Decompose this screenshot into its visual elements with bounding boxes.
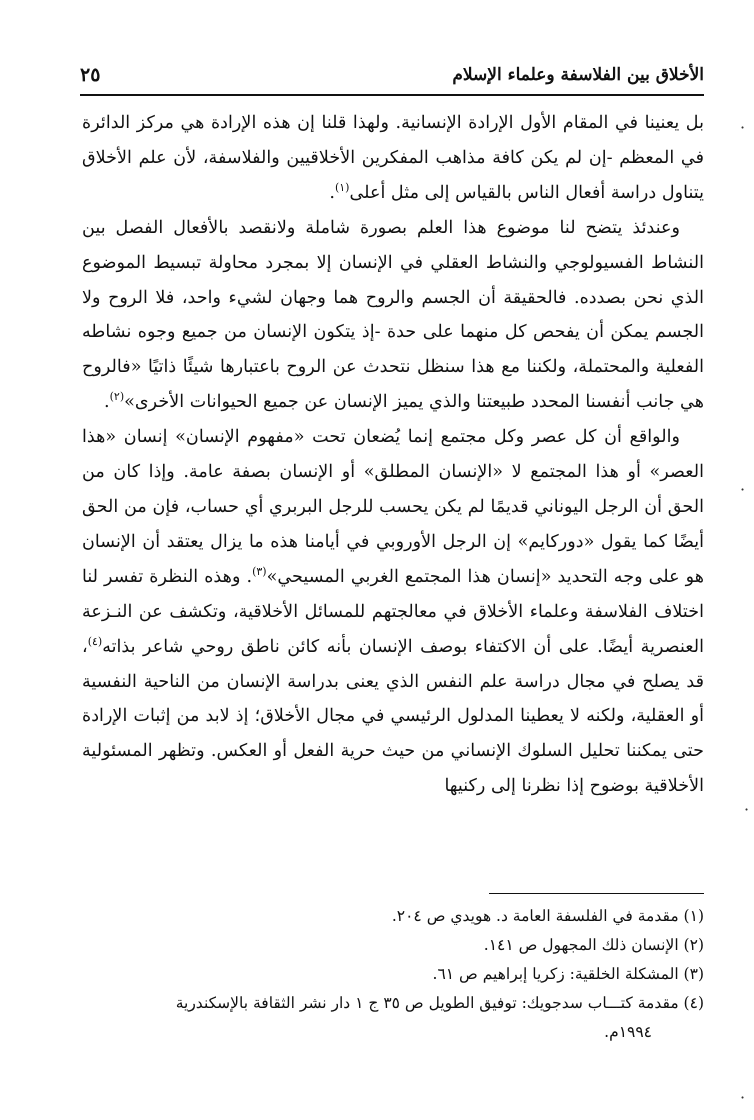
footnotes xyxy=(82,902,704,1047)
paragraph-tail: . وهذه النظرة تفسر لنا اختلاف الفلاسفة وعلماء الأخلاق في معالجتهم للمسائل الأخلاقية، وتكشف عن النـزعة العنصرية أيضًا. على أن الاكتفاء بوصف الإنسان بأنه كائن ناطق روحي شاعر بذاته xyxy=(82,566,704,657)
paragraph-text: والواقع أن كل عصر وكل مجتمع إنما يُضعان تحت «مفهوم الإنسان» إنسان «هذا العصر» أو هذا المجتمع لا «الإنسان المطلق» أو الإنسان بصفة عامة. وإذا كان من الحق أن الرجل اليوناني قديمًا لم يكن يحسب للرجل البربري أي حساب، فإن من الحق أيضًا كما يقول «دوركايم» إن الرجل الأوروبي في أيامنا هذه ما يزال يعتقد أن الإنسان هو على وجه التحديد «إنسان هذا المجتمع الغربي المسيحي» xyxy=(82,427,704,587)
footnote-3: (٣) المشكلة الخلقية: زكريا إبراهيم ص ٦١. xyxy=(432,965,704,983)
paragraph-2 xyxy=(82,211,704,420)
footnote-ref: (٢) xyxy=(109,390,125,404)
footnote-ref: (١) xyxy=(334,180,350,194)
footnote-ref: (٤) xyxy=(87,634,103,648)
paragraph-1 xyxy=(82,106,704,211)
body-text xyxy=(82,106,704,804)
scan-mark: · xyxy=(740,480,746,499)
footnote-4-continued: ١٩٩٤م. xyxy=(604,1023,652,1041)
footnote-1: (١) مقدمة في الفلسفة العامة د. هويدي ص ٢٠٤. xyxy=(391,907,704,925)
scan-mark: · xyxy=(740,1088,746,1107)
paragraph-tail: . xyxy=(329,182,335,203)
scan-mark: · xyxy=(744,800,750,819)
footnote-4: (٤) مقدمة كتـــاب سدجويك: توفيق الطويل ص ٣٥ ج ١ دار نشر الثقافة بالإسكندرية xyxy=(175,994,704,1012)
paragraph-tail: . xyxy=(104,392,110,413)
footnote-ref: (٣) xyxy=(252,564,267,578)
paragraph-text: وعندئذ يتضح لنا موضوع هذا العلم بصورة شاملة ولانقصد بالأفعال الفصل بين النشاط الفسيولوجي والنشاط العقلي في الإنسان إلا بمجرد محاولة تبسيط الموضوع الذي نحن بصدده. فالحقيقة أن الجسم والروح هما وجهان لشيء واحد، فلا الروح ولا الجسم يمكن أن يفحص كل منهما على حدة -إذ يتكون الإنسان من جميع وجوه نشاطه الفعلية والمحتملة، ولكننا مع هذا سنظل نتحدث عن الروح باعتبارها شيئًا ذاتيًا «فالروح هي جانب أنفسنا المحدد طبيعتنا والذي يميز الإنسان عن جميع الحيوانات الأخرى» xyxy=(82,217,704,413)
paragraph-tail: ، قد يصلح في مجال دراسة علم النفس الذي يعنى بدراسة الإنسان من الناحية النفسية أو العقلية، ولكنه لا يعطينا المدلول الرئيسي في مجال الأخلاق؛ إذ لابد من إثبات الإرادة حتى يمكننا تحليل السلوك الإنساني من حيث حرية الفعل أو العكس. وتظهر المسئولية الأخلاقية بوضوح إذا نظرنا إلى ركنيها xyxy=(82,636,704,797)
footnote-separator xyxy=(489,893,704,894)
page-header xyxy=(80,60,704,96)
running-title: الأخلاق بين الفلاسفة وعلماء الإسلام xyxy=(452,65,704,85)
footnote-2: (٢) الإنسان ذلك المجهول ص ١٤١. xyxy=(483,936,704,954)
paragraph-3 xyxy=(82,420,704,804)
page-number: ٢٥ xyxy=(80,64,101,86)
paragraph-text: بل يعنينا في المقام الأول الإرادة الإنسانية. ولهذا قلنا إن هذه الإرادة هي مركز الدائرة في المعظم -إن لم يكن كافة مذاهب المفكرين الأخلاقيين والفلاسفة، لأن علم الأخلاق يتناول دراسة أفعال الناس بالقياس إلى مثل أعلى xyxy=(82,113,704,203)
scan-mark: · xyxy=(740,118,746,137)
